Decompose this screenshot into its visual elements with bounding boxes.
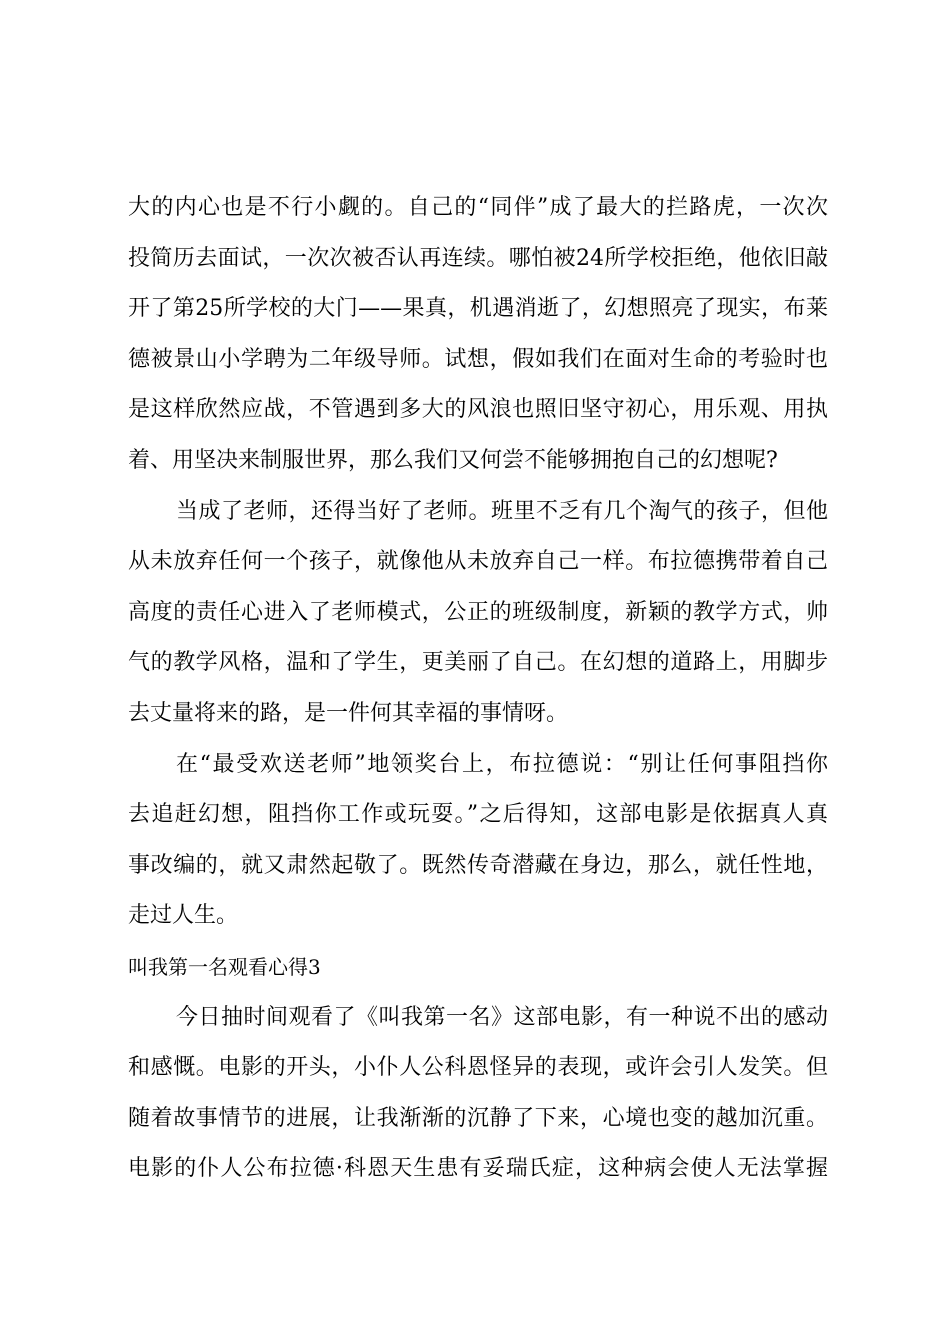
- paragraph-4: [128, 993, 828, 1195]
- text-line: 从未放弃任何一个孩子，就像他从未放弃自己一样。布拉德携带着自己: [128, 549, 828, 575]
- document-body: [128, 183, 828, 1195]
- text-line: 去丈量将来的路，是一件何其幸福的事情呀。: [128, 700, 569, 726]
- section-heading: 叫我第一名观看心得3: [128, 954, 321, 979]
- text-line: 高度的责任心进入了老师模式，公正的班级制度，新颖的教学方式，帅: [128, 599, 828, 625]
- paragraph-1: [128, 183, 828, 487]
- text-line: 当成了老师，还得当好了老师。班里不乏有几个淘气的孩子，但他: [176, 498, 828, 524]
- text-line: 大的内心也是不行小觑的。自己的“同伴”成了最大的拦路虎，一次次: [128, 195, 828, 220]
- paragraph-3: [128, 740, 828, 942]
- text-line: 开了第25所学校的大门——果真，机遇消逝了，幻想照亮了现实，布莱: [128, 296, 828, 322]
- text-line: 是这样欣然应战，不管遇到多大的风浪也照旧坚守初心，用乐观、用执: [128, 397, 828, 423]
- text-line: 着、用坚决来制服世界，那么我们又何尝不能够拥抱自己的幻想呢?: [128, 447, 778, 473]
- text-line: 投简历去面试，一次次被否认再连续。哪怕被24所学校拒绝，他依旧敲: [128, 245, 828, 271]
- text-line: 走过人生。: [128, 903, 239, 929]
- text-line: 去追赶幻想，阻挡你工作或玩耍。”之后得知，这部电影是依据真人真: [128, 802, 828, 828]
- paragraph-2: [128, 487, 828, 740]
- text-line: 事改编的，就又肃然起敬了。既然传奇潜藏在身边，那么，就任性地，: [128, 852, 828, 878]
- text-line: 今日抽时间观看了《叫我第一名》这部电影，有一种说不出的感动: [176, 1004, 828, 1030]
- text-line: 在“最受欢送老师”地领奖台上，布拉德说：“别让任何事阻挡你: [176, 751, 828, 777]
- text-line: 电影的仆人公布拉德·科恩天生患有妥瑞氏症，这种病会使人无法掌握: [128, 1156, 828, 1182]
- text-line: 和感慨。电影的开头，小仆人公科恩怪异的表现，或许会引人发笑。但: [128, 1055, 828, 1081]
- text-line: 德被景山小学聘为二年级导师。试想，假如我们在面对生命的考验时也: [128, 346, 828, 372]
- text-line: 随着故事情节的进展，让我渐渐的沉静了下来，心境也变的越加沉重。: [128, 1105, 828, 1131]
- text-line: 气的教学风格，温和了学生，更美丽了自己。在幻想的道路上，用脚步: [128, 650, 828, 676]
